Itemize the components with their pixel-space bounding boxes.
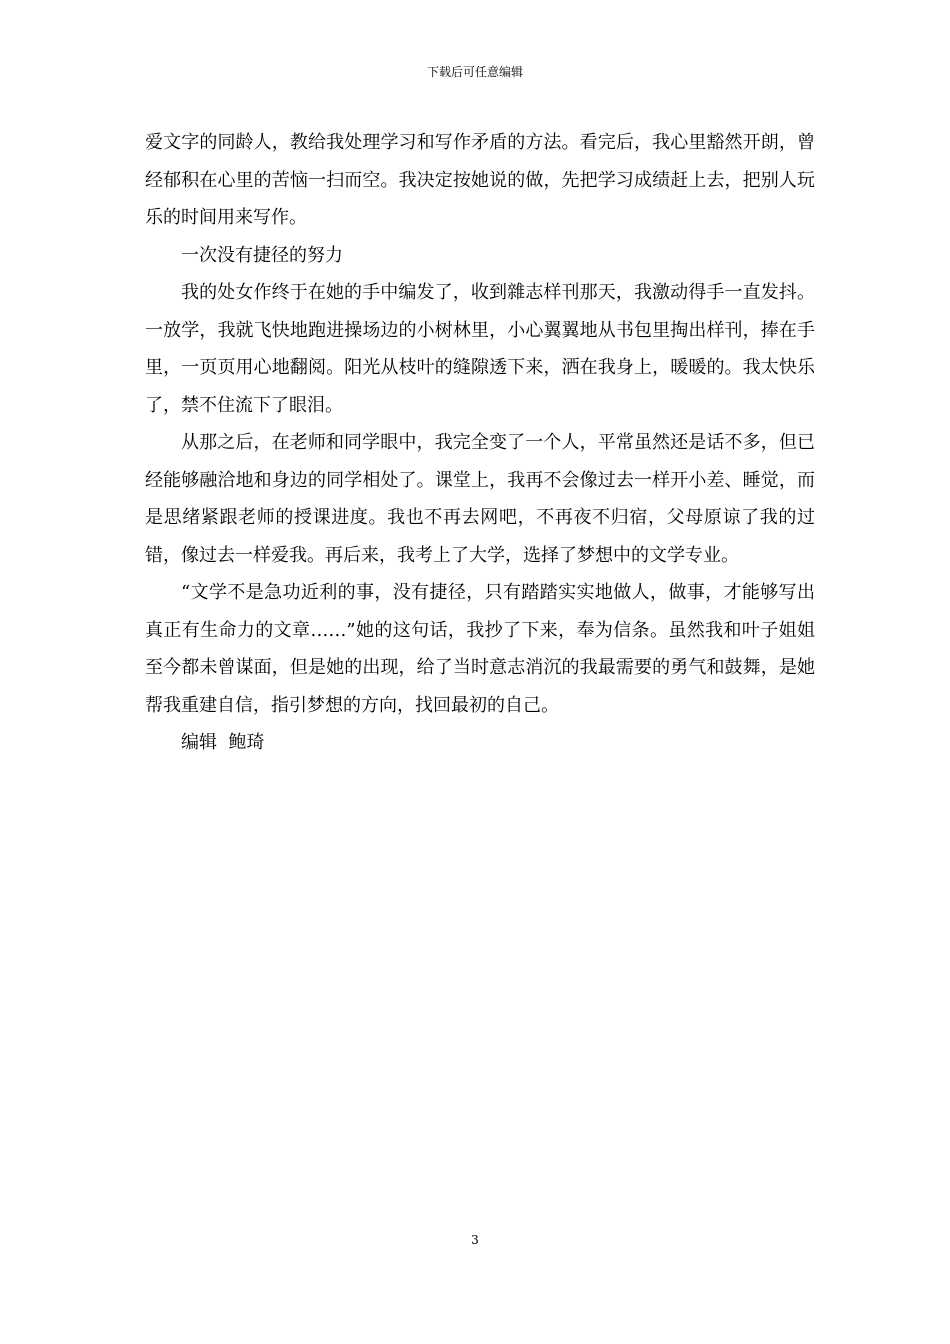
paragraph-continuation: 爱文字的同龄人，教给我处理学习和写作矛盾的方法。看完后，我心里豁然开朗，曾经郁积在心里的苦恼一扫而空。我决定按她说的做，先把学习成绩赶上去，把别人玩乐的时间用来写作。 [145,132,815,228]
document-body [145,124,815,762]
paragraph: 我的处女作终于在她的手中编发了，收到雜志样刊那天，我激动得手一直发抖。一放学，我就飞快地跑进操场边的小树林里，小心翼翼地从书包里掏出样刊，捧在手里，一页页用心地翻阅。阳光从枝叶的缝隙透下来，洒在我身上，暖暖的。我太快乐了，禁不住流下了眼泪。 [145,282,815,416]
paragraph: “文学不是急功近利的事，没有捷径，只有踏踏实实地做人，做事，才能够写出真正有生命力的文章……”她的这句话，我抄了下来，奉为信条。虽然我和叶子姐姐至今都未曾谋面，但是她的出现，给了当时意志消沉的我最需要的勇气和鼓舞，是她帮我重建自信，指引梦想的方向，找回最初的自己。 [145,582,815,716]
page-header: 下载后可任意编辑 [426,65,523,79]
editor-credit: 编辑 鲍琦 [181,732,265,753]
section-heading: 一次没有捷径的努力 [181,244,343,266]
paragraph: 从那之后，在老师和同学眼中，我完全变了一个人，平常虽然还是话不多，但已经能够融洽地和身边的同学相处了。课堂上，我再不会像过去一样开小差、睡觉，而是思绪紧跟老师的授课进度。我也不再去网吧，不再夜不归宿，父母原谅了我的过错，像过去一样爱我。再后来，我考上了大学，选择了梦想中的文学专业。 [145,432,815,566]
page-number: 3 [471,1233,479,1247]
